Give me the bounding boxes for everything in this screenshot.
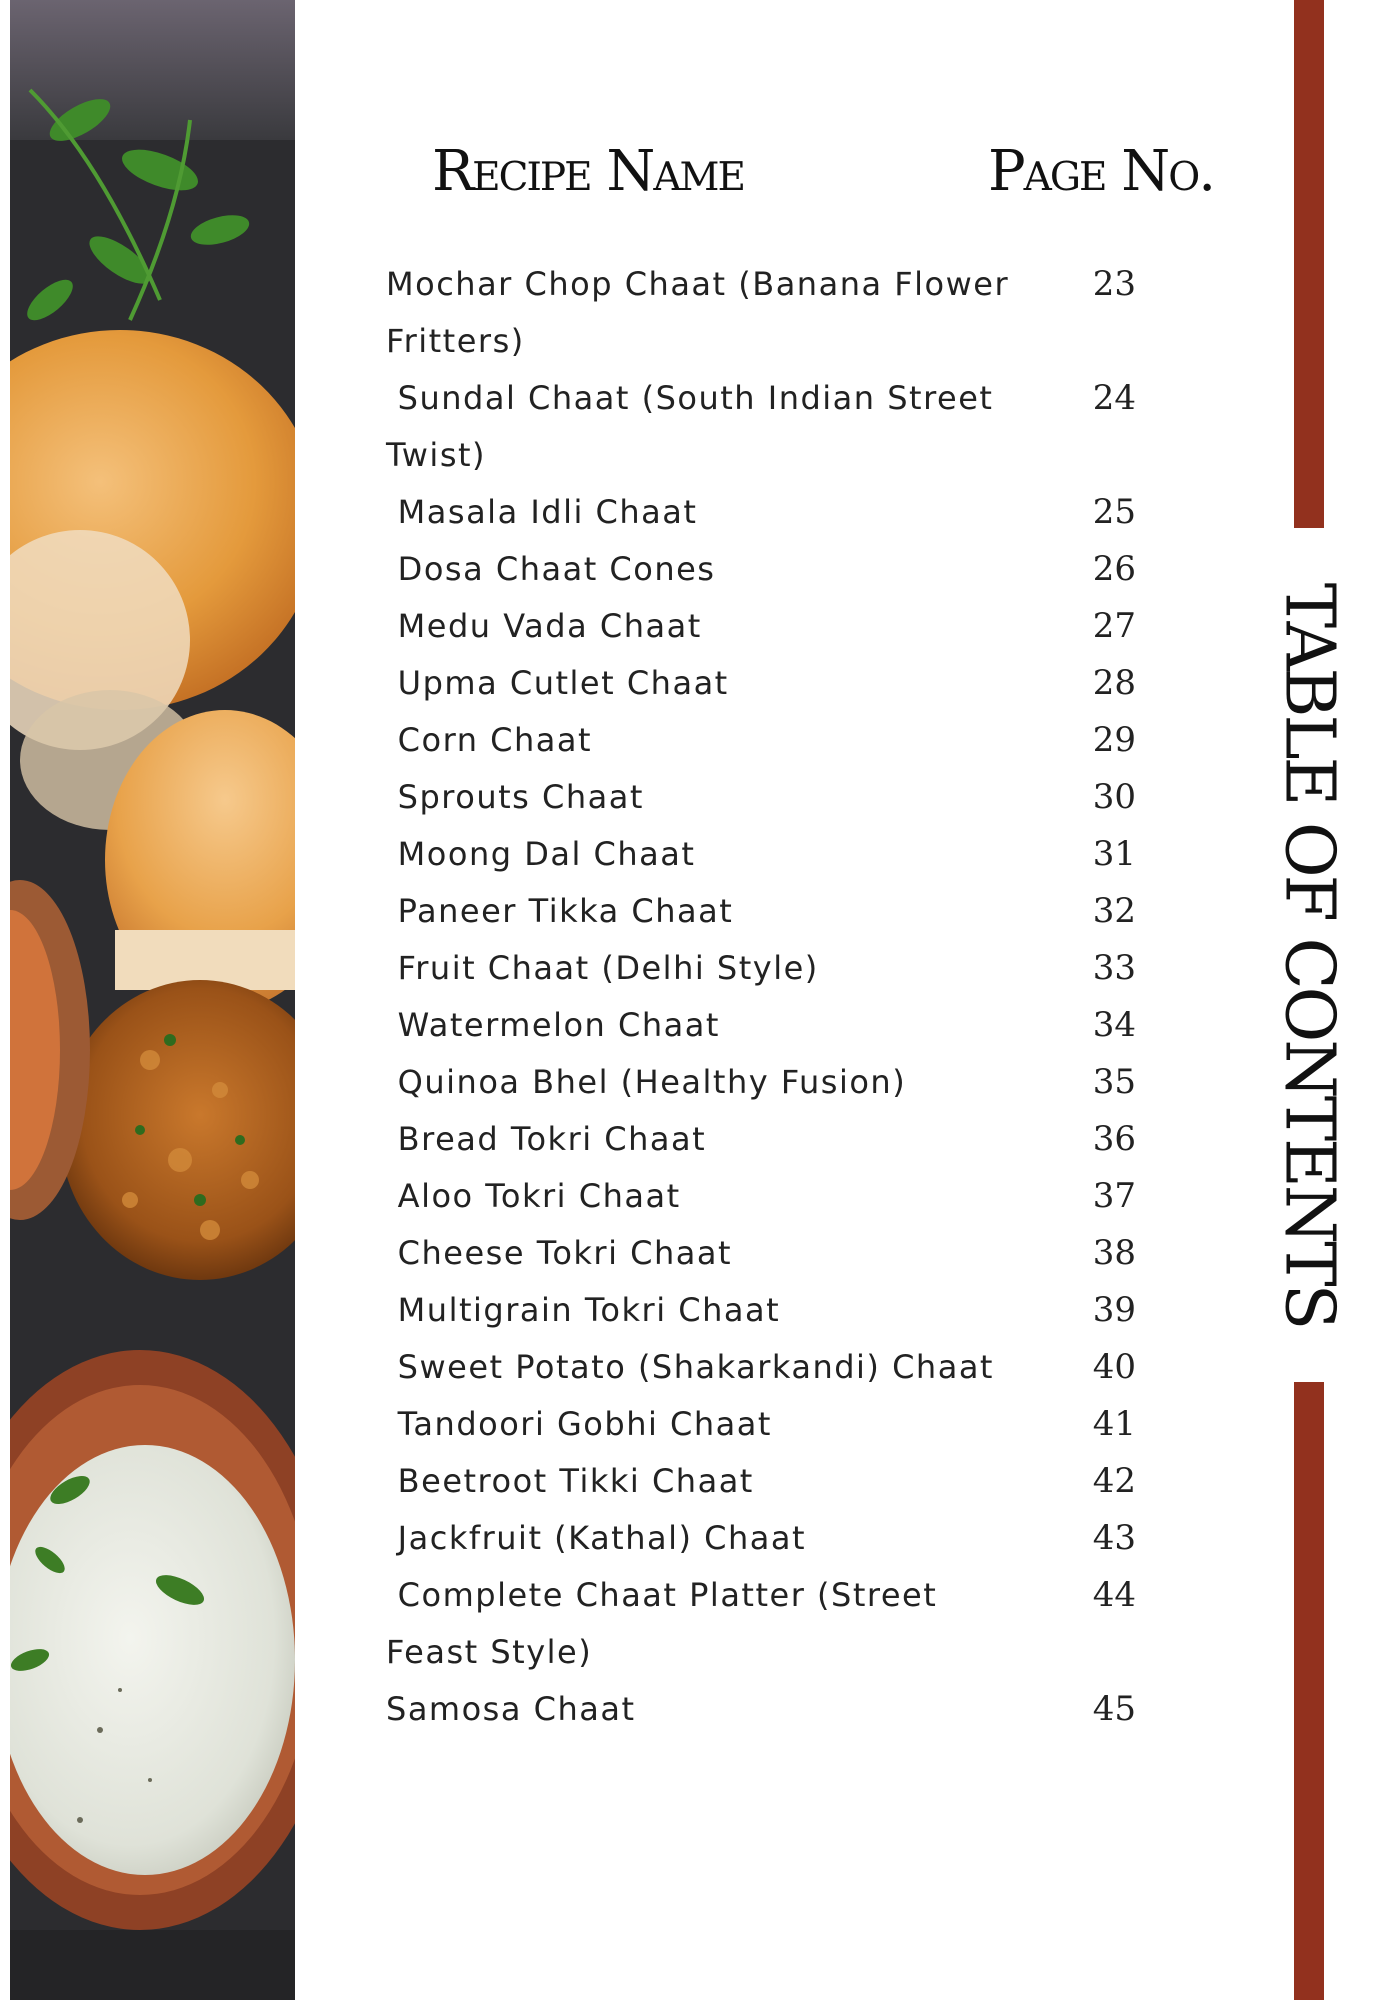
toc-entry-name: Moong Dal Chaat — [386, 835, 696, 873]
toc-entry — [386, 370, 1186, 484]
toc-entry-page: 38 — [1092, 1233, 1136, 1273]
toc-entry-name: Upma Cutlet Chaat — [386, 664, 729, 702]
toc-entry-name: Complete Chaat Platter (Street Feast Style) — [386, 1576, 949, 1671]
toc-list — [386, 256, 1186, 1738]
toc-entry-name: Tandoori Gobhi Chaat — [386, 1405, 772, 1443]
toc-entry — [386, 256, 1186, 370]
toc-entry — [386, 997, 1186, 1054]
toc-entry — [386, 883, 1186, 940]
heading-page-no: Page No. — [988, 139, 1215, 204]
toc-entry-page: 32 — [1092, 891, 1136, 931]
toc-entry-page: 24 — [1092, 378, 1136, 418]
toc-entry-page: 43 — [1092, 1518, 1136, 1558]
toc-entry-name: Jackfruit (Kathal) Chaat — [386, 1519, 807, 1557]
food-photo-illustration — [10, 0, 295, 2000]
toc-entry-name: Quinoa Bhel (Healthy Fusion) — [386, 1063, 907, 1101]
toc-entry-page: 23 — [1092, 264, 1136, 304]
toc-entry — [386, 541, 1186, 598]
toc-entry-page: 45 — [1092, 1689, 1136, 1729]
side-title: TABLE OF CONTENTS — [1269, 582, 1349, 1328]
toc-entry — [386, 1282, 1186, 1339]
toc-entry-page: 35 — [1092, 1062, 1136, 1102]
toc-entry — [386, 484, 1186, 541]
food-photo — [10, 0, 295, 2000]
toc-entry-name: Paneer Tikka Chaat — [386, 892, 734, 930]
toc-entry-page: 37 — [1092, 1176, 1136, 1216]
toc-entry-page: 41 — [1092, 1404, 1136, 1444]
toc-entry-name: Masala Idli Chaat — [386, 493, 698, 531]
toc-entry-name: Sundal Chaat (South Indian Street Twist) — [386, 379, 1006, 474]
toc-entry — [386, 1681, 1186, 1738]
accent-bar-top — [1294, 0, 1324, 528]
toc-entry-page: 34 — [1092, 1005, 1136, 1045]
heading-recipe-name: Recipe Name — [432, 139, 744, 204]
toc-entry — [386, 940, 1186, 997]
toc-entry-name: Corn Chaat — [386, 721, 593, 759]
toc-entry — [386, 1225, 1186, 1282]
toc-entry-name: Watermelon Chaat — [386, 1006, 720, 1044]
toc-entry-name: Sweet Potato (Shakarkandi) Chaat — [386, 1348, 994, 1386]
toc-entry-page: 39 — [1092, 1290, 1136, 1330]
toc-entry-name: Cheese Tokri Chaat — [386, 1234, 733, 1272]
toc-entry — [386, 769, 1186, 826]
toc-entry-page: 40 — [1092, 1347, 1136, 1387]
toc-entry — [386, 1054, 1186, 1111]
toc-entry-page: 28 — [1092, 663, 1136, 703]
toc-entry — [386, 712, 1186, 769]
toc-entry — [386, 598, 1186, 655]
toc-entry — [386, 1339, 1186, 1396]
toc-entry — [386, 1168, 1186, 1225]
toc-entry — [386, 826, 1186, 883]
accent-bar-bottom — [1294, 1382, 1324, 2000]
toc-entry — [386, 1453, 1186, 1510]
toc-entry-page: 29 — [1092, 720, 1136, 760]
toc-entry-name: Mochar Chop Chaat (Banana Flower Fritters) — [386, 265, 1021, 360]
toc-entry-page: 27 — [1092, 606, 1136, 646]
toc-entry-page: 30 — [1092, 777, 1136, 817]
toc-entry — [386, 655, 1186, 712]
toc-entry-page: 33 — [1092, 948, 1136, 988]
toc-entry-name: Beetroot Tikki Chaat — [386, 1462, 754, 1500]
toc-entry-page: 31 — [1092, 834, 1136, 874]
toc-entry-name: Sprouts Chaat — [386, 778, 644, 816]
toc-entry-name: Multigrain Tokri Chaat — [386, 1291, 781, 1329]
toc-entry-page: 42 — [1092, 1461, 1136, 1501]
toc-entry-page: 25 — [1092, 492, 1136, 532]
toc-entry-name: Fruit Chaat (Delhi Style) — [386, 949, 819, 987]
toc-entry — [386, 1111, 1186, 1168]
toc-entry-name: Aloo Tokri Chaat — [386, 1177, 681, 1215]
toc-entry — [386, 1567, 1186, 1681]
toc-entry-name: Samosa Chaat — [386, 1690, 636, 1728]
toc-entry-page: 26 — [1092, 549, 1136, 589]
toc-entry-page: 44 — [1092, 1575, 1136, 1615]
toc-entry-name: Dosa Chaat Cones — [386, 550, 716, 588]
toc-entry-name: Medu Vada Chaat — [386, 607, 702, 645]
toc-entry-name: Bread Tokri Chaat — [386, 1120, 707, 1158]
toc-entry — [386, 1396, 1186, 1453]
toc-entry-page: 36 — [1092, 1119, 1136, 1159]
toc-entry — [386, 1510, 1186, 1567]
